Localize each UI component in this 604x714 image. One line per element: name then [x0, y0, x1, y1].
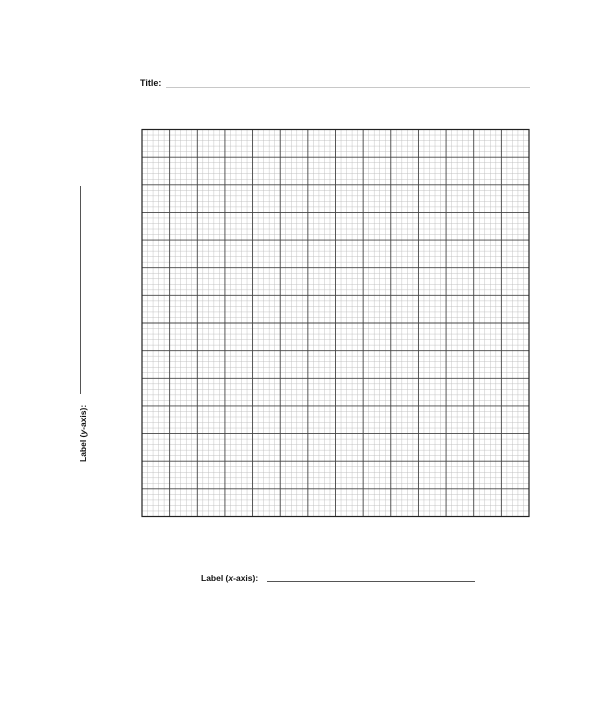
y-axis-label-variable: y: [78, 429, 88, 435]
y-axis-label-area: [68, 186, 88, 462]
y-axis-label: [73, 186, 93, 462]
grid-major-lines: [142, 130, 529, 517]
x-axis-label-input-line[interactable]: [267, 581, 475, 582]
x-axis-label: [201, 572, 258, 584]
x-axis-label-prefix: Label (: [201, 573, 229, 583]
y-axis-label-suffix: -axis):: [78, 404, 88, 430]
x-axis-label-area: [201, 572, 477, 586]
y-axis-label-input-line[interactable]: [80, 186, 81, 394]
x-axis-label-suffix: -axis):: [233, 573, 259, 583]
title-label: Title:: [140, 78, 162, 88]
y-axis-label-prefix: Label (: [78, 434, 88, 462]
x-axis-label-variable: x: [228, 573, 234, 583]
